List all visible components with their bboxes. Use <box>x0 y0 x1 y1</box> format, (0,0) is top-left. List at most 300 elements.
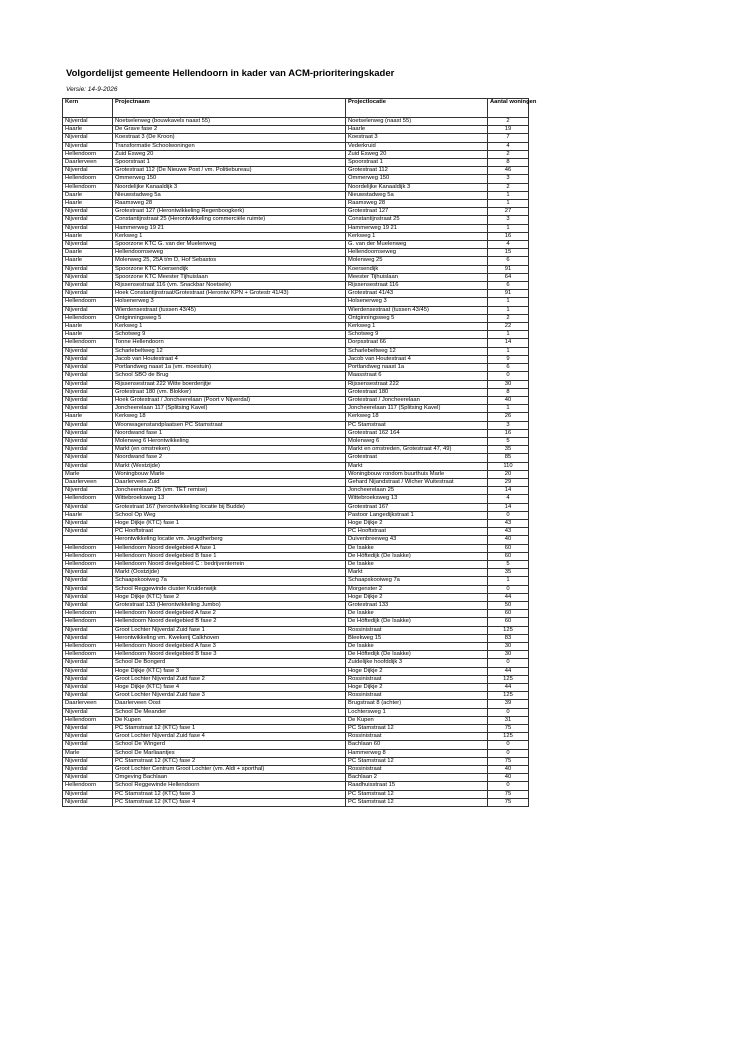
aantal-woningen-cell: 125 <box>488 626 529 634</box>
aantal-woningen-cell: 91 <box>488 265 529 273</box>
aantal-woningen-cell: 3 <box>488 216 529 224</box>
projectnaam-cell: Rijssensestraat 222 Witte boerderijtje <box>113 380 346 388</box>
kern-cell: Haarle <box>63 331 113 339</box>
aantal-woningen-cell: 60 <box>488 618 529 626</box>
projectlocatie-cell: PC Stamstraat 12 <box>346 790 488 798</box>
aantal-woningen-cell: 7 <box>488 134 529 142</box>
projectlocatie-cell: Schaapskooiweg 7a <box>346 577 488 585</box>
table-row <box>63 437 529 445</box>
table-row <box>63 782 529 790</box>
projectlocatie-cell: Vederkruid <box>346 142 488 150</box>
kern-cell: Haarle <box>63 323 113 331</box>
projectnaam-cell: Noordelijke Kanaaldijk 3 <box>113 183 346 191</box>
kern-cell: Nijverdal <box>63 306 113 314</box>
projectnaam-cell: Woonwagenstandplaatsen PC Stamstraat <box>113 421 346 429</box>
kern-cell: Nijverdal <box>63 462 113 470</box>
kern-cell: Hellendoorn <box>63 618 113 626</box>
kern-cell: Nijverdal <box>63 733 113 741</box>
projectnaam-cell: Hellendoornseweg <box>113 249 346 257</box>
kern-cell: Daarle <box>63 249 113 257</box>
projectnaam-cell: Jacob van Houtestraat 4 <box>113 355 346 363</box>
projectlocatie-cell: Haarle <box>346 126 488 134</box>
aantal-woningen-cell: 0 <box>488 585 529 593</box>
projectnaam-cell: Hoge Dijkje (KTC) fase 4 <box>113 684 346 692</box>
aantal-woningen-cell: 1 <box>488 200 529 208</box>
projectnaam-cell: Ommerweg 150 <box>113 175 346 183</box>
projectnaam-cell: Transformatie Schoolwoningen <box>113 142 346 150</box>
table-row <box>63 725 529 733</box>
projectnaam-cell: Joncheerelaan 117 (Splitsing Kavel) <box>113 405 346 413</box>
projectlocatie-cell: Hoge Dijkje 2 <box>346 684 488 692</box>
aantal-woningen-cell: 4 <box>488 241 529 249</box>
table-row <box>63 659 529 667</box>
kern-cell: Nijverdal <box>63 208 113 216</box>
projectnaam-cell: Hellendoorn Noord deelgebied A fase 3 <box>113 643 346 651</box>
projectnaam-cell: Joncheerelaan 25 (vm. TET remise) <box>113 487 346 495</box>
table-row <box>63 528 529 536</box>
aantal-woningen-cell: 1 <box>488 405 529 413</box>
table-row <box>63 183 529 191</box>
kern-cell: Nijverdal <box>63 380 113 388</box>
projectlocatie-cell: De Isakke <box>346 544 488 552</box>
projectnaam-cell: Noordwand fase 1 <box>113 429 346 437</box>
table-row <box>63 462 529 470</box>
projectlocatie-cell: Scharlebeltweg 12 <box>346 347 488 355</box>
aantal-woningen-cell: 75 <box>488 798 529 806</box>
projectnaam-cell: Grotestraat 133 (Herontwikkeling Jumbo) <box>113 601 346 609</box>
projectnaam-cell: Hoge Dijkje (KTC) fase 3 <box>113 667 346 675</box>
kern-cell: Nijverdal <box>63 446 113 454</box>
projectnaam-cell: PC Stamstraat 12 (KTC) fase 1 <box>113 725 346 733</box>
projectlocatie-cell: Grotestraat 112 <box>346 167 488 175</box>
kern-cell: Nijverdal <box>63 659 113 667</box>
kern-cell: Nijverdal <box>63 601 113 609</box>
projectnaam-cell: Hoge Dijkje (KTC) fase 2 <box>113 593 346 601</box>
table-row <box>63 175 529 183</box>
column-header-kern: Kern <box>63 99 113 118</box>
aantal-woningen-cell: 40 <box>488 536 529 544</box>
kern-cell: Nijverdal <box>63 757 113 765</box>
table-row <box>63 667 529 675</box>
projectlocatie-cell: Ommerweg 150 <box>346 175 488 183</box>
table-row <box>63 150 529 158</box>
projectlocatie-cell: Hoge Dijkje 2 <box>346 593 488 601</box>
projectlocatie-cell: Maasstraat 6 <box>346 372 488 380</box>
project-table <box>62 98 537 807</box>
table-row <box>63 273 529 281</box>
aantal-woningen-cell: 2 <box>488 118 529 126</box>
table-row <box>63 249 529 257</box>
kern-cell: Nijverdal <box>63 372 113 380</box>
projectnaam-cell: PC Hooftstraat <box>113 528 346 536</box>
projectlocatie-cell: Koersendijk <box>346 265 488 273</box>
projectnaam-cell: Groot Lochter Nijverdal Zuid fase 1 <box>113 626 346 634</box>
table-row <box>63 708 529 716</box>
kern-cell: Hellendoorn <box>63 544 113 552</box>
projectlocatie-cell: Molenweg 6 <box>346 437 488 445</box>
projectlocatie-cell: PC Stamstraat 12 <box>346 725 488 733</box>
projectnaam-cell: Herontwikkeling vm. Kwekerij Calkhoven <box>113 634 346 642</box>
kern-cell: Nijverdal <box>63 790 113 798</box>
projectlocatie-cell: Bachlaan 60 <box>346 741 488 749</box>
projectlocatie-cell: De Isakke <box>346 643 488 651</box>
projectnaam-cell: Scharlebeltweg 12 <box>113 347 346 355</box>
aantal-woningen-cell: 30 <box>488 643 529 651</box>
kern-cell: Hellendoorn <box>63 495 113 503</box>
aantal-woningen-cell: 43 <box>488 528 529 536</box>
projectnaam-cell: School Reggewinde Hellendoorn <box>113 782 346 790</box>
table-row <box>63 216 529 224</box>
table-row <box>63 306 529 314</box>
table-row <box>63 536 529 544</box>
projectnaam-cell: Ontginningsweg 5 <box>113 314 346 322</box>
aantal-woningen-cell: 14 <box>488 339 529 347</box>
projectnaam-cell: Tonne Hellendoorn <box>113 339 346 347</box>
kern-cell: Hellendoorn <box>63 150 113 158</box>
aantal-woningen-cell: 35 <box>488 446 529 454</box>
kern-cell: Nijverdal <box>63 593 113 601</box>
projectlocatie-cell: Noetselerweg (naast 55) <box>346 118 488 126</box>
projectlocatie-cell: Kerkweg 1 <box>346 232 488 240</box>
table-row <box>63 774 529 782</box>
aantal-woningen-cell: 125 <box>488 675 529 683</box>
kern-cell: Hellendoorn <box>63 183 113 191</box>
table-row <box>63 577 529 585</box>
projectlocatie-cell: PC Stamstraat <box>346 421 488 429</box>
table-row <box>63 421 529 429</box>
table-header-row <box>63 99 529 118</box>
projectlocatie-cell: Morgenster 2 <box>346 585 488 593</box>
projectnaam-cell: Raamsweg 28 <box>113 200 346 208</box>
table-row <box>63 191 529 199</box>
kern-cell: Nijverdal <box>63 798 113 806</box>
projectnaam-cell: Koestraat 3 (De Kroon) <box>113 134 346 142</box>
projectnaam-cell: Zuid Esweg 20 <box>113 150 346 158</box>
table-row <box>63 323 529 331</box>
projectnaam-cell: Spoorzone KTC Meester Tijhuislaan <box>113 273 346 281</box>
projectlocatie-cell: Constantijnstraat 25 <box>346 216 488 224</box>
table-row <box>63 610 529 618</box>
projectlocatie-cell: Rijssensestraat 222 <box>346 380 488 388</box>
aantal-woningen-cell: 3 <box>488 421 529 429</box>
aantal-woningen-cell: 60 <box>488 610 529 618</box>
projectnaam-cell: PC Stamstraat 12 (KTC) fase 2 <box>113 757 346 765</box>
kern-cell: Haarle <box>63 126 113 134</box>
kern-cell: Nijverdal <box>63 355 113 363</box>
kern-cell: Hellendoorn <box>63 782 113 790</box>
aantal-woningen-cell: 0 <box>488 511 529 519</box>
projectlocatie-cell: Wittebroeksweg 13 <box>346 495 488 503</box>
projectlocatie-cell: Nieuwstadweg 5a <box>346 191 488 199</box>
table-row <box>63 675 529 683</box>
kern-cell: Nijverdal <box>63 265 113 273</box>
projectnaam-cell: Hoek Constantijnstraat/Grotestraat (Herontw KPN + Grotestr 41/43) <box>113 290 346 298</box>
kern-cell: Nijverdal <box>63 708 113 716</box>
projectlocatie-cell: Brugstraat 8 (achter) <box>346 700 488 708</box>
projectnaam-cell: Hellendoorn Noord deelgebied A fase 2 <box>113 610 346 618</box>
aantal-woningen-cell: 0 <box>488 372 529 380</box>
projectnaam-cell: School De Bongerd <box>113 659 346 667</box>
projectlocatie-cell: G. van der Muelenweg <box>346 241 488 249</box>
table-row <box>63 126 529 134</box>
projectnaam-cell: Nieuwstadweg 5a <box>113 191 346 199</box>
aantal-woningen-cell: 43 <box>488 519 529 527</box>
projectnaam-cell: PC Stamstraat 12 (KTC) fase 4 <box>113 798 346 806</box>
aantal-woningen-cell: 75 <box>488 725 529 733</box>
column-header-aantal-woningen: Aantal woningen <box>488 99 529 118</box>
kern-cell: Marle <box>63 470 113 478</box>
projectlocatie-cell: Rossinistraat <box>346 626 488 634</box>
table-row <box>63 372 529 380</box>
aantal-woningen-cell: 2 <box>488 314 529 322</box>
table-row <box>63 224 529 232</box>
projectnaam-cell: Wierdensestraat (tussen 43/45) <box>113 306 346 314</box>
projectnaam-cell: Herontwikkeling locatie vm. Jeugdherberg <box>113 536 346 544</box>
projectlocatie-cell: Markt <box>346 462 488 470</box>
projectlocatie-cell: Spoorstraat 1 <box>346 159 488 167</box>
projectnaam-cell: Hellendoorn Noord deelgebied C : bedrijventerrein <box>113 560 346 568</box>
table-row <box>63 446 529 454</box>
projectnaam-cell: School De Meander <box>113 708 346 716</box>
projectnaam-cell: Markt (en omstreken) <box>113 446 346 454</box>
projectlocatie-cell: Portlandweg naast 1a <box>346 364 488 372</box>
projectnaam-cell: Hellendoorn Noord deelgebied A fase 1 <box>113 544 346 552</box>
table-row <box>63 585 529 593</box>
table-row <box>63 716 529 724</box>
kern-cell: Nijverdal <box>63 684 113 692</box>
projectnaam-cell: Constantijnstraat 25 (Herontwikkeling commerciële ruimte) <box>113 216 346 224</box>
aantal-woningen-cell: 0 <box>488 708 529 716</box>
kern-cell: Nijverdal <box>63 437 113 445</box>
aantal-woningen-cell: 1 <box>488 577 529 585</box>
kern-cell: Nijverdal <box>63 118 113 126</box>
projectlocatie-cell: Noordelijke Kanaaldijk 3 <box>346 183 488 191</box>
table-row <box>63 643 529 651</box>
projectlocatie-cell: Hoge Dijkje 2 <box>346 667 488 675</box>
aantal-woningen-cell: 31 <box>488 716 529 724</box>
projectlocatie-cell: Molenweg 25 <box>346 257 488 265</box>
projectlocatie-cell: Kerkweg 18 <box>346 413 488 421</box>
projectlocatie-cell: Grotestraat / Joncheerelaan <box>346 396 488 404</box>
projectnaam-cell: De Grave fase 2 <box>113 126 346 134</box>
projectnaam-cell: De Kupen <box>113 716 346 724</box>
kern-cell: Nijverdal <box>63 503 113 511</box>
table-row <box>63 519 529 527</box>
aantal-woningen-cell: 0 <box>488 741 529 749</box>
projectlocatie-cell: De Kupen <box>346 716 488 724</box>
projectlocatie-cell: Grotestraat 167 <box>346 503 488 511</box>
projectlocatie-cell: Raadhuisstraat 15 <box>346 782 488 790</box>
aantal-woningen-cell: 40 <box>488 396 529 404</box>
projectlocatie-cell: De Höftedijk (De Isakke) <box>346 552 488 560</box>
table-row <box>63 626 529 634</box>
aantal-woningen-cell: 2 <box>488 150 529 158</box>
aantal-woningen-cell: 5 <box>488 437 529 445</box>
table-row <box>63 618 529 626</box>
projectlocatie-cell: Rossinistraat <box>346 675 488 683</box>
kern-cell: Nijverdal <box>63 487 113 495</box>
aantal-woningen-cell: 8 <box>488 159 529 167</box>
projectlocatie-cell: Hellendoornseweg <box>346 249 488 257</box>
aantal-woningen-cell: 1 <box>488 347 529 355</box>
aantal-woningen-cell: 14 <box>488 487 529 495</box>
projectlocatie-cell: Rijssensestraat 116 <box>346 282 488 290</box>
version-label: Versie: 14-9-2026 <box>66 86 118 93</box>
projectlocatie-cell: Markt <box>346 569 488 577</box>
projectnaam-cell: Groot Lochter Centrum Groot Lochter (vm. Aldi + sporthal) <box>113 766 346 774</box>
kern-cell: Nijverdal <box>63 224 113 232</box>
table-row <box>63 700 529 708</box>
aantal-woningen-cell: 75 <box>488 790 529 798</box>
projectlocatie-cell: PC Stamstraat 12 <box>346 757 488 765</box>
column-header-projectlocatie: Projectlocatie <box>346 99 488 118</box>
projectnaam-cell: Kerkweg 18 <box>113 413 346 421</box>
table-row <box>63 200 529 208</box>
kern-cell: Nijverdal <box>63 364 113 372</box>
table-row <box>63 790 529 798</box>
projectnaam-cell: Hellendoorn Noord deelgebied B fase 2 <box>113 618 346 626</box>
kern-cell: Nijverdal <box>63 241 113 249</box>
projectlocatie-cell: Rossinistraat <box>346 733 488 741</box>
projectlocatie-cell: Meester Tijhuislaan <box>346 273 488 281</box>
aantal-woningen-cell: 22 <box>488 323 529 331</box>
projectlocatie-cell: Koestraat 3 <box>346 134 488 142</box>
column-header-projectnaam: Projectnaam <box>113 99 346 118</box>
table-row <box>63 339 529 347</box>
kern-cell: Nijverdal <box>63 216 113 224</box>
kern-cell: Haarle <box>63 232 113 240</box>
kern-cell: Nijverdal <box>63 347 113 355</box>
table-row <box>63 766 529 774</box>
projectlocatie-cell: Zuidelijke hoofddijk 3 <box>346 659 488 667</box>
projectlocatie-cell: Joncheerelaan 117 (Splitsing Kavel) <box>346 405 488 413</box>
kern-cell: Hellendoorn <box>63 610 113 618</box>
aantal-woningen-cell: 1 <box>488 224 529 232</box>
aantal-woningen-cell: 60 <box>488 544 529 552</box>
table-row <box>63 503 529 511</box>
aantal-woningen-cell: 0 <box>488 659 529 667</box>
table-row <box>63 331 529 339</box>
projectlocatie-cell: Woningbouw rondom buurthuis Marle <box>346 470 488 478</box>
table-row <box>63 265 529 273</box>
aantal-woningen-cell: 1 <box>488 191 529 199</box>
kern-cell: Nijverdal <box>63 766 113 774</box>
table-row <box>63 511 529 519</box>
kern-cell: Nijverdal <box>63 634 113 642</box>
projectlocatie-cell: Grotestraat <box>346 454 488 462</box>
aantal-woningen-cell: 3 <box>488 175 529 183</box>
aantal-woningen-cell: 29 <box>488 478 529 486</box>
projectnaam-cell: Spoorzone KTC Koersendijk <box>113 265 346 273</box>
projectlocatie-cell: Grotestraat 162 164 <box>346 429 488 437</box>
projectnaam-cell: PC Stamstraat 12 (KTC) fase 3 <box>113 790 346 798</box>
aantal-woningen-cell: 5 <box>488 560 529 568</box>
aantal-woningen-cell: 20 <box>488 470 529 478</box>
table-row <box>63 544 529 552</box>
aantal-woningen-cell: 83 <box>488 634 529 642</box>
projectnaam-cell: School SBO de Brug <box>113 372 346 380</box>
projectnaam-cell: Noetselerweg (bouwkavels naast 55) <box>113 118 346 126</box>
projectlocatie-cell: Grotestraat 41/43 <box>346 290 488 298</box>
aantal-woningen-cell: 16 <box>488 232 529 240</box>
projectlocatie-cell: Rossinistraat <box>346 692 488 700</box>
projectlocatie-cell: Bachlaan 2 <box>346 774 488 782</box>
aantal-woningen-cell: 0 <box>488 749 529 757</box>
projectnaam-cell: Markt (Oostzijde) <box>113 569 346 577</box>
projectnaam-cell: Woningbouw Marle <box>113 470 346 478</box>
table-row <box>63 298 529 306</box>
projectlocatie-cell: De Isakke <box>346 610 488 618</box>
table-row <box>63 380 529 388</box>
document-title: Volgordelijst gemeente Hellendoorn in kader van ACM-prioriteringskader <box>66 68 395 79</box>
kern-cell: Daarlerveen <box>63 700 113 708</box>
aantal-woningen-cell: 44 <box>488 667 529 675</box>
table-row <box>63 347 529 355</box>
projectnaam-cell: Spoorzone KTC G. van der Muelenweg <box>113 241 346 249</box>
kern-cell: Hellendoorn <box>63 175 113 183</box>
projectnaam-cell: Daarlerveen Zuid <box>113 478 346 486</box>
kern-cell: Haarle <box>63 511 113 519</box>
table-row <box>63 593 529 601</box>
projectnaam-cell: School Reggewinde cluster Kruidenwijk <box>113 585 346 593</box>
kern-cell: Nijverdal <box>63 667 113 675</box>
table-row <box>63 282 529 290</box>
aantal-woningen-cell: 14 <box>488 503 529 511</box>
projectnaam-cell: Hoge Dijkje (KTC) fase 1 <box>113 519 346 527</box>
projectnaam-cell: Hammerweg 19 21 <box>113 224 346 232</box>
table-row <box>63 749 529 757</box>
kern-cell: Nijverdal <box>63 388 113 396</box>
kern-cell: Nijverdal <box>63 528 113 536</box>
table-row <box>63 495 529 503</box>
projectlocatie-cell: Markt en omstreden, Grotestraat 47, 49) <box>346 446 488 454</box>
kern-cell: Hellendoorn <box>63 716 113 724</box>
table-row <box>63 684 529 692</box>
aantal-woningen-cell: 125 <box>488 733 529 741</box>
aantal-woningen-cell: 60 <box>488 552 529 560</box>
aantal-woningen-cell: 1 <box>488 331 529 339</box>
projectnaam-cell: School De Wingerd <box>113 741 346 749</box>
kern-cell: Hellendoorn <box>63 314 113 322</box>
aantal-woningen-cell: 16 <box>488 429 529 437</box>
kern-cell: Haarle <box>63 413 113 421</box>
table-row <box>63 355 529 363</box>
aantal-woningen-cell: 91 <box>488 290 529 298</box>
kern-cell: Daarle <box>63 191 113 199</box>
projectnaam-cell: School De Marliaantjes <box>113 749 346 757</box>
aantal-woningen-cell: 8 <box>488 388 529 396</box>
projectnaam-cell: Grotestraat 127 (Herontwikkeling Regenboogkerk) <box>113 208 346 216</box>
kern-cell: Nijverdal <box>63 774 113 782</box>
kern-cell: Nijverdal <box>63 577 113 585</box>
projectlocatie-cell: PC Hooftstraat <box>346 528 488 536</box>
projectnaam-cell: Daarlerveen Oost <box>113 700 346 708</box>
kern-cell: Daarlerveen <box>63 478 113 486</box>
aantal-woningen-cell: 125 <box>488 692 529 700</box>
aantal-woningen-cell: 27 <box>488 208 529 216</box>
kern-cell: Daarlerveen <box>63 159 113 167</box>
table-row <box>63 241 529 249</box>
projectlocatie-cell: PC Stamstraat 12 <box>346 798 488 806</box>
aantal-woningen-cell: 35 <box>488 569 529 577</box>
table-row <box>63 478 529 486</box>
aantal-woningen-cell: 4 <box>488 495 529 503</box>
table-row <box>63 487 529 495</box>
projectlocatie-cell: Duivenbreeweg 43 <box>346 536 488 544</box>
table-row <box>63 208 529 216</box>
aantal-woningen-cell: 2 <box>488 183 529 191</box>
aantal-woningen-cell: 110 <box>488 462 529 470</box>
